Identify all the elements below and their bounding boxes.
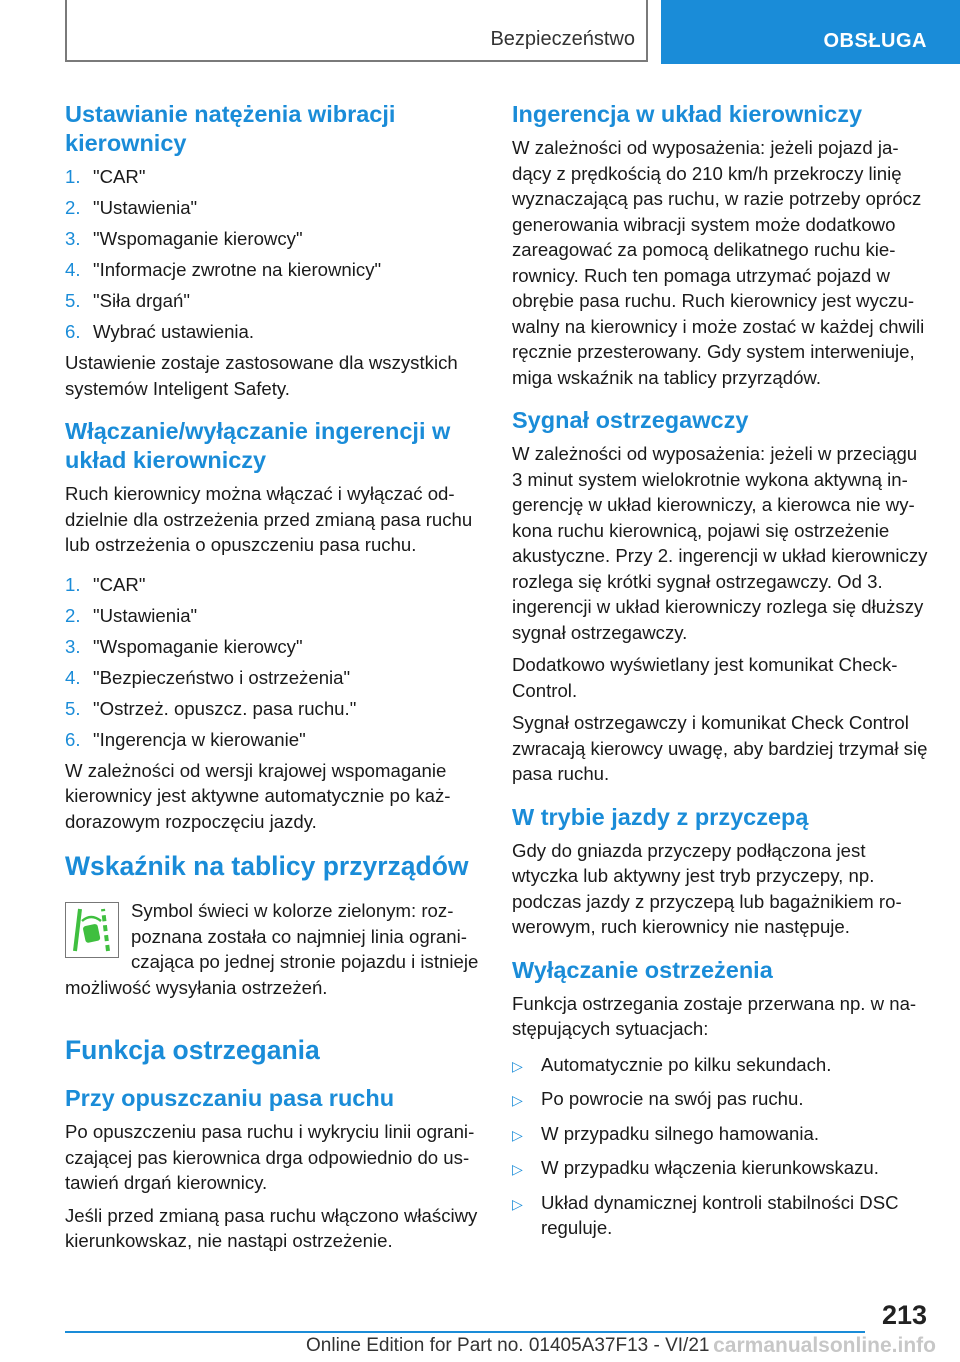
list-item: 6. "Ingerencja w kierowanie" bbox=[65, 728, 306, 750]
list-item: ▷ Automatycznie po kilku sekundach. bbox=[512, 1052, 930, 1080]
list-item: 5. "Ostrzeż. opuszcz. pasa ruchu." bbox=[65, 697, 357, 719]
paragraph-leaving-1: Po opuszczeniu pasa ruchu i wykryciu linii ograniczającej pas kierownica drga odpowiednio do ustawień drgań kierownicy. bbox=[65, 1121, 475, 1193]
paragraph-trailer: Gdy do gniazda przyczepy podłączona jest wtyczka lub aktywny jest tryb przyczepy, np. podczas jazdy z przyczepą lub bagażnikiem rowerowym, ruch kierownicy nie następuje. bbox=[512, 839, 902, 937]
right-column bbox=[512, 100, 930, 1248]
paragraph-signal-2: Dodatkowo wyświetlany jest komunikat Check-Control. bbox=[512, 654, 898, 701]
heading-indicator: Wskaźnik na tablicy przyrządów bbox=[65, 851, 469, 881]
lane-keeping-indicator-icon bbox=[65, 902, 119, 958]
list-item: 2. "Ustawienia" bbox=[65, 197, 198, 218]
header-section-title: Bezpieczeństwo bbox=[490, 28, 635, 50]
heading-warning-function: Funkcja ostrzegania bbox=[65, 1035, 320, 1065]
header-chapter-tab[interactable]: OBSŁUGA bbox=[661, 0, 960, 64]
bullet-triangle-icon: ▷ bbox=[512, 1092, 523, 1108]
watermark: carmanualsonline.info bbox=[713, 1334, 936, 1357]
list-item: 3. "Wspomaganie kierowcy" bbox=[65, 228, 303, 249]
paragraph-signal-3: Sygnał ostrzegawczy i komunikat Check Control zwracają kierowcy uwagę, aby bardziej trzymał się pasa ruchu. bbox=[512, 712, 928, 784]
list-item: ▷ Po powrocie na swój pas ruchu. bbox=[512, 1086, 930, 1114]
paragraph-signal-1: W zależności od wyposażenia: jeżeli w przeciągu 3 minut system wielokrotnie wykona aktywną ingerencję w układ kierowniczy, a kierowca nie wykona ruchu kierownicą, pojawi się ostrzeżenie akustyczne. Przy 2. ingerencji w układ kierowniczy rozlega się krótki sygnał ostrzegawczy. Od 3. ingerencji w układ kierowniczy rozlega się dłuższy sygnał ostrzegawczy. bbox=[512, 443, 928, 643]
list-item: 5. "Siła drgań" bbox=[65, 290, 190, 311]
list-item: 6. Wybrać ustawienia. bbox=[65, 321, 255, 342]
heading-trailer-mode: W trybie jazdy z przyczepą bbox=[512, 803, 809, 830]
bullet-triangle-icon: ▷ bbox=[512, 1161, 523, 1177]
heading-warning-signal: Sygnał ostrzegawczy bbox=[512, 407, 749, 433]
heading-vibration: Ustawianie natężenia wibracji kierownicy bbox=[65, 101, 396, 156]
paragraph-toggle: Ruch kierownicy można włączać i wyłączać oddzielnie dla ostrzeżenia przed zmianą pasa ruchu lub ostrzeżenia o opuszczeniu pasa ruchu. bbox=[65, 483, 473, 555]
footer-edition: Online Edition for Part no. 01405A37F13 - VI/21 bbox=[306, 1335, 710, 1356]
paragraph-intervention: W zależności od wyposażenia: jeżeli pojazd jadący z prędkością do 210 km/h przekroczy linię wyznaczającą pas ruchu, w razie potrzeby oprócz generowania wibracji system może dodatkowo zareagować za pomocą delikatnego ruchu kierownicy. Ruch ten pomaga utrzymać pojazd w obrębie pasa ruchu. Ruch kierownicy jest wyczuwalny na kierownicy i może zostać w każdej chwili ręcznie przesterowany. Gdy system interweniuje, miga wskaźnik na tablicy przyrządów. bbox=[512, 137, 925, 388]
paragraph-warning-off: Funkcja ostrzegania zostaje przerwana np. w następujących sytuacjach: bbox=[512, 992, 917, 1039]
footer-divider bbox=[65, 1331, 865, 1333]
list-item: 1. "CAR" bbox=[65, 573, 146, 595]
paragraph-leaving-2: Jeśli przed zmianą pasa ruchu włączono właściwy kierunkowskaz, nie nastąpi ostrzeżenie. bbox=[65, 1204, 478, 1251]
list-item: 3. "Wspomaganie kierowcy" bbox=[65, 635, 303, 657]
list-item: ▷ Układ dynamicznej kontroli stabilności DSC reguluje. bbox=[512, 1190, 930, 1241]
heading-warning-off: Wyłączanie ostrzeżenia bbox=[512, 956, 773, 983]
bullet-triangle-icon: ▷ bbox=[512, 1195, 523, 1212]
steps-list-vibration bbox=[65, 164, 483, 345]
paragraph-indicator: Symbol świeci w kolorze zielonym: rozpoznana została co najmniej linia ograniczająca po jednej stronie pojazdu i istnieje możliwość wysyłania ostrzeżeń. bbox=[65, 900, 479, 998]
list-item: ▷ W przypadku włączenia kierunkowskazu. bbox=[512, 1155, 930, 1183]
list-item: 4. "Bezpieczeństwo i ostrzeżenia" bbox=[65, 666, 351, 688]
list-item: 2. "Ustawienia" bbox=[65, 604, 198, 626]
paragraph-applied: Ustawienie zostaje zastosowane dla wszystkich systemów Inteligent Safety. bbox=[65, 352, 458, 399]
heading-leaving-lane: Przy opuszczaniu pasa ruchu bbox=[65, 1085, 395, 1111]
page-number: 213 bbox=[881, 1300, 927, 1330]
list-item: 4. "Informacje zwrotne na kierownicy" bbox=[65, 259, 382, 280]
bullet-triangle-icon: ▷ bbox=[512, 1057, 523, 1074]
steps-list-toggle bbox=[65, 572, 483, 753]
bullet-triangle-icon: ▷ bbox=[512, 1126, 523, 1143]
left-column bbox=[65, 100, 483, 1261]
indicator-paragraph bbox=[65, 896, 483, 1000]
list-item: 1. "CAR" bbox=[65, 166, 146, 187]
paragraph-country: W zależności od wersji krajowej wspomaganie kierownicy jest aktywne automatycznie po każdorazowym rozpoczęciu jazdy. bbox=[65, 759, 451, 832]
bullet-list-warning-off bbox=[512, 1052, 930, 1241]
heading-intervention: Ingerencja w układ kierowniczy bbox=[512, 101, 863, 127]
list-item: ▷ W przypadku silnego hamowania. bbox=[512, 1121, 930, 1149]
heading-toggle-intervention: Włączanie/wyłączanie ingerencji w układ kierowniczy bbox=[65, 418, 451, 473]
